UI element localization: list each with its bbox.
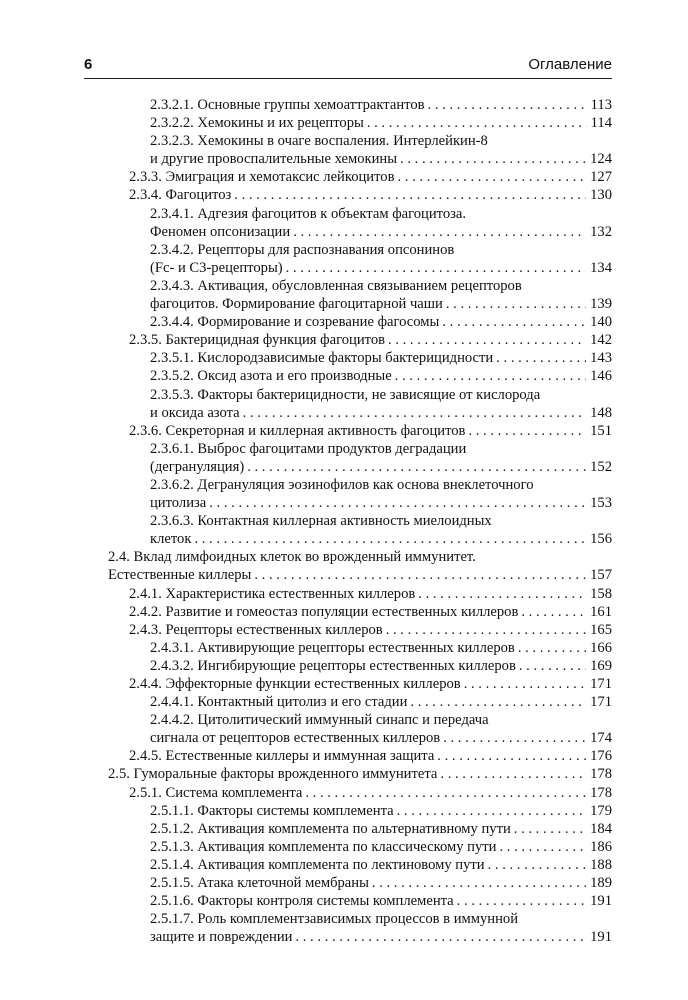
toc-entry-page: 176	[590, 748, 612, 765]
toc-entry-page: 153	[590, 495, 612, 512]
toc-entry-page: 166	[590, 639, 612, 656]
toc-leader-dots	[397, 150, 586, 168]
toc-entry-page: 146	[590, 368, 612, 385]
toc-entry-page: 134	[590, 259, 612, 276]
toc-entry[interactable]	[108, 404, 612, 422]
toc-leader-dots	[434, 747, 586, 765]
toc-entry-title: 2.5.1.3. Активация комплемента по классическому пути	[150, 838, 497, 855]
toc-leader-dots	[385, 331, 586, 349]
toc-entry-page: 191	[590, 929, 612, 946]
toc-entry-title: 2.3.6.1. Выброс фагоцитами продуктов деградации	[150, 440, 467, 457]
toc-entry-title: 2.4.5. Естественные киллеры и иммунная защита	[129, 748, 435, 765]
toc-leader-dots	[493, 349, 586, 367]
toc-entry[interactable]	[108, 331, 612, 349]
toc-entry-page: 165	[590, 621, 612, 638]
toc-entry-title: Естественные киллеры	[108, 567, 252, 584]
toc-entry-page: 156	[590, 531, 612, 548]
toc-entry[interactable]	[108, 747, 612, 765]
toc-entry-page: 114	[590, 115, 612, 132]
toc-leader-dots	[251, 566, 586, 584]
toc-entry[interactable]	[108, 711, 612, 729]
toc-entry-title: 2.5.1.4. Активация комплемента по лектиновому пути	[150, 856, 485, 873]
toc-entry-title: и другие провоспалительные хемокины	[150, 151, 398, 168]
toc-entry-title: 2.4.4.1. Контактный цитолиз и его стадии	[150, 694, 408, 711]
toc-entry[interactable]	[108, 132, 612, 150]
toc-leader-dots	[283, 259, 586, 277]
toc-entry-page: 191	[590, 893, 612, 910]
toc-entry[interactable]	[108, 168, 612, 186]
toc-leader-dots	[302, 784, 586, 802]
toc-leader-dots	[516, 657, 586, 675]
toc-entry-title: (Fc- и С3-рецепторы)	[150, 259, 283, 276]
toc-entry-title: Феномен опсонизации	[150, 223, 291, 240]
toc-entry-page: 171	[590, 676, 612, 692]
toc-entry-page: 113	[590, 97, 612, 113]
toc-entry-title: 2.5.1.1. Факторы системы комплемента	[150, 802, 394, 819]
toc-entry-page: 179	[590, 802, 612, 819]
toc-leader-dots	[440, 729, 586, 747]
toc-entry-title: 2.3.5.1. Кислородзависимые факторы бактерицидности	[150, 350, 494, 367]
toc-entry-page: 124	[590, 151, 612, 168]
toc-entry-page: 148	[590, 404, 612, 421]
toc-entry-title: 2.5. Гуморальные факторы врожденного иммунитета	[108, 766, 438, 783]
toc-entry-page: 184	[590, 820, 612, 837]
toc-leader-dots	[392, 367, 586, 385]
toc-entry-page: 140	[590, 314, 612, 331]
toc-leader-dots	[461, 675, 586, 693]
page-header	[84, 56, 612, 79]
toc-entry[interactable]	[108, 530, 612, 548]
toc-leader-dots	[485, 856, 587, 874]
toc-entry[interactable]	[108, 205, 612, 223]
toc-leader-dots	[437, 765, 586, 783]
toc-leader-dots	[465, 422, 586, 440]
toc-entry[interactable]	[108, 784, 612, 802]
toc-entry-title: 2.3.4.3. Активация, обусловленная связыванием рецепторов	[150, 277, 522, 294]
toc-entry-title: 2.5.1.6. Факторы контроля системы комплемента	[150, 893, 454, 910]
toc-leader-dots	[394, 802, 587, 820]
toc-entry[interactable]	[108, 729, 612, 747]
toc-entry[interactable]	[108, 765, 612, 783]
toc-leader-dots	[240, 404, 586, 422]
toc-entry[interactable]	[108, 186, 612, 204]
toc-entry-page: 132	[590, 223, 612, 240]
toc-entry-title: 2.4. Вклад лимфоидных клеток во врожденный иммунитет.	[108, 549, 476, 566]
toc-entry[interactable]	[108, 566, 612, 584]
toc-leader-dots	[425, 96, 587, 114]
toc-entry-title: клеток	[150, 531, 192, 548]
toc-entry-title: фагоцитов. Формирование фагоцитарной чаши	[150, 296, 443, 313]
toc-entry[interactable]	[108, 874, 612, 892]
toc-entry[interactable]	[108, 512, 612, 530]
toc-entry[interactable]	[108, 458, 612, 476]
toc-entry[interactable]	[108, 675, 612, 693]
toc-entry[interactable]	[108, 693, 612, 711]
toc-entry-title: 2.4.4. Эффекторные функции естественных киллеров	[129, 676, 461, 692]
toc-entry[interactable]	[108, 494, 612, 512]
toc-entry-title: 2.4.4.2. Цитолитический иммунный синапс и передача	[150, 712, 489, 729]
toc-entry-page: 158	[590, 585, 612, 602]
toc-entry[interactable]	[108, 621, 612, 639]
toc-leader-dots	[407, 693, 586, 711]
toc-entry-title: 2.3.2.3. Хемокины в очаге воспаления. Интерлейкин-8	[150, 133, 488, 150]
toc-entry-page: 161	[590, 603, 612, 620]
toc-entry[interactable]	[108, 277, 612, 295]
toc-leader-dots	[518, 603, 586, 621]
toc-entry-title: 2.3.4. Фагоцитоз	[129, 187, 232, 204]
toc-leader-dots	[383, 621, 586, 639]
toc-leader-dots	[206, 494, 586, 512]
toc-entry[interactable]	[108, 820, 612, 838]
toc-leader-dots	[292, 928, 586, 946]
toc-entry-title: 2.3.6.3. Контактная киллерная активность миелоидных	[150, 513, 492, 530]
toc-entry-title: защите и повреждении	[150, 929, 293, 946]
toc-entry[interactable]	[108, 422, 612, 440]
toc-entry-title: 2.4.1. Характеристика естественных киллеров	[129, 585, 416, 602]
toc-leader-dots	[231, 186, 586, 204]
toc-entry-page: 178	[590, 766, 612, 783]
toc-entry-title: 2.3.4.2. Рецепторы для распознавания опсонинов	[150, 241, 455, 258]
toc-entry-title: цитолиза	[150, 495, 207, 512]
toc-entry[interactable]	[108, 585, 612, 603]
toc-entry-title: 2.4.3.1. Активирующие рецепторы естественных киллеров	[150, 639, 515, 656]
toc-entry-page: 189	[590, 875, 612, 892]
toc-entry-title: 2.3.2.2. Хемокины и их рецепторы	[150, 115, 364, 132]
toc-entry-page: 178	[590, 784, 612, 801]
toc-leader-dots	[439, 313, 586, 331]
toc-entry[interactable]	[108, 386, 612, 404]
toc-entry-title: 2.3.2.1. Основные группы хемоаттрактантов	[150, 97, 425, 113]
toc-entry-title: 2.5.1.2. Активация комплемента по альтернативному пути	[150, 820, 511, 837]
toc-entry-page: 130	[590, 187, 612, 204]
toc-entry[interactable]	[108, 928, 612, 946]
toc-entry[interactable]	[108, 241, 612, 259]
toc-entry-page: 174	[590, 730, 612, 747]
toc-entry[interactable]	[108, 96, 612, 114]
toc-entry-title: 2.5.1.7. Роль комплементзависимых процессов в иммунной	[150, 911, 519, 928]
toc-entry[interactable]	[108, 313, 612, 331]
toc-entry-page: 188	[590, 856, 612, 873]
toc-entry-page: 143	[590, 350, 612, 367]
toc-entry[interactable]	[108, 838, 612, 856]
toc-entry-title: 2.4.3.2. Ингибирующие рецепторы естественных киллеров	[150, 657, 516, 674]
toc-entry[interactable]	[108, 892, 612, 910]
toc-entry[interactable]	[108, 476, 612, 494]
toc-entry-page: 186	[590, 838, 612, 855]
toc-entry-page: 127	[590, 169, 612, 186]
toc-entry[interactable]	[108, 349, 612, 367]
toc-leader-dots	[454, 892, 586, 910]
toc-entry-title: 2.3.5.2. Оксид азота и его производные	[150, 368, 392, 385]
toc-entry-title: (дегрануляция)	[150, 458, 245, 475]
toc-leader-dots	[515, 639, 586, 657]
toc-entry[interactable]	[108, 639, 612, 657]
toc-entry[interactable]	[108, 150, 612, 168]
toc-entry[interactable]	[108, 856, 612, 874]
toc-entry-title: 2.4.2. Развитие и гомеостаз популяции естественных киллеров	[129, 603, 519, 620]
toc-entry[interactable]	[108, 910, 612, 928]
toc-leader-dots	[191, 530, 586, 548]
toc-entry-title: сигнала от рецепторов естественных киллеров	[150, 730, 441, 747]
toc-entry-title: 2.3.3. Эмиграция и хемотаксис лейкоцитов	[129, 169, 395, 186]
toc-entry[interactable]	[108, 603, 612, 621]
toc-leader-dots	[364, 114, 587, 132]
toc-entry-page: 157	[590, 567, 612, 584]
toc-leader-dots	[244, 458, 586, 476]
toc-leader-dots	[395, 168, 587, 186]
toc-leader-dots	[369, 874, 586, 892]
table-of-contents	[108, 96, 612, 946]
toc-entry[interactable]	[108, 802, 612, 820]
toc-entry-title: 2.3.4.1. Адгезия фагоцитов к объектам фагоцитоза.	[150, 205, 467, 222]
toc-entry-title: 2.4.3. Рецепторы естественных киллеров	[129, 621, 383, 638]
toc-entry-page: 171	[590, 694, 612, 711]
toc-entry[interactable]	[108, 223, 612, 241]
toc-entry-page: 151	[590, 422, 612, 439]
toc-entry-title: 2.3.5.3. Факторы бактерицидности, не зависящие от кислорода	[150, 386, 541, 403]
toc-entry[interactable]	[108, 114, 612, 132]
running-title: Оглавление	[528, 56, 612, 73]
toc-entry-title: 2.5.1. Система комплемента	[129, 784, 303, 801]
toc-entry-title: 2.3.4.4. Формирование и созревание фагосомы	[150, 314, 440, 331]
toc-leader-dots	[511, 820, 586, 838]
toc-leader-dots	[443, 295, 586, 313]
toc-entry[interactable]	[108, 548, 612, 566]
toc-entry-page: 142	[590, 332, 612, 349]
toc-entry-title: 2.3.6.2. Дегрануляция эозинофилов как основа внеклеточного	[150, 476, 534, 493]
toc-entry[interactable]	[108, 367, 612, 385]
toc-entry-page: 169	[590, 657, 612, 674]
toc-leader-dots	[290, 223, 586, 241]
toc-entry[interactable]	[108, 440, 612, 458]
toc-entry-title: 2.3.6. Секреторная и киллерная активность фагоцитов	[129, 422, 466, 439]
toc-entry[interactable]	[108, 259, 612, 277]
toc-entry[interactable]	[108, 657, 612, 675]
toc-leader-dots	[496, 838, 586, 856]
toc-entry-title: 2.5.1.5. Атака клеточной мембраны	[150, 875, 369, 892]
toc-entry-page: 152	[590, 458, 612, 475]
page-number: 6	[84, 56, 93, 73]
toc-entry-title: 2.3.5. Бактерицидная функция фагоцитов	[129, 332, 386, 349]
toc-entry[interactable]	[108, 295, 612, 313]
toc-leader-dots	[415, 585, 586, 603]
toc-entry-title: и оксида азота	[150, 404, 240, 421]
toc-entry-page: 139	[590, 296, 612, 313]
